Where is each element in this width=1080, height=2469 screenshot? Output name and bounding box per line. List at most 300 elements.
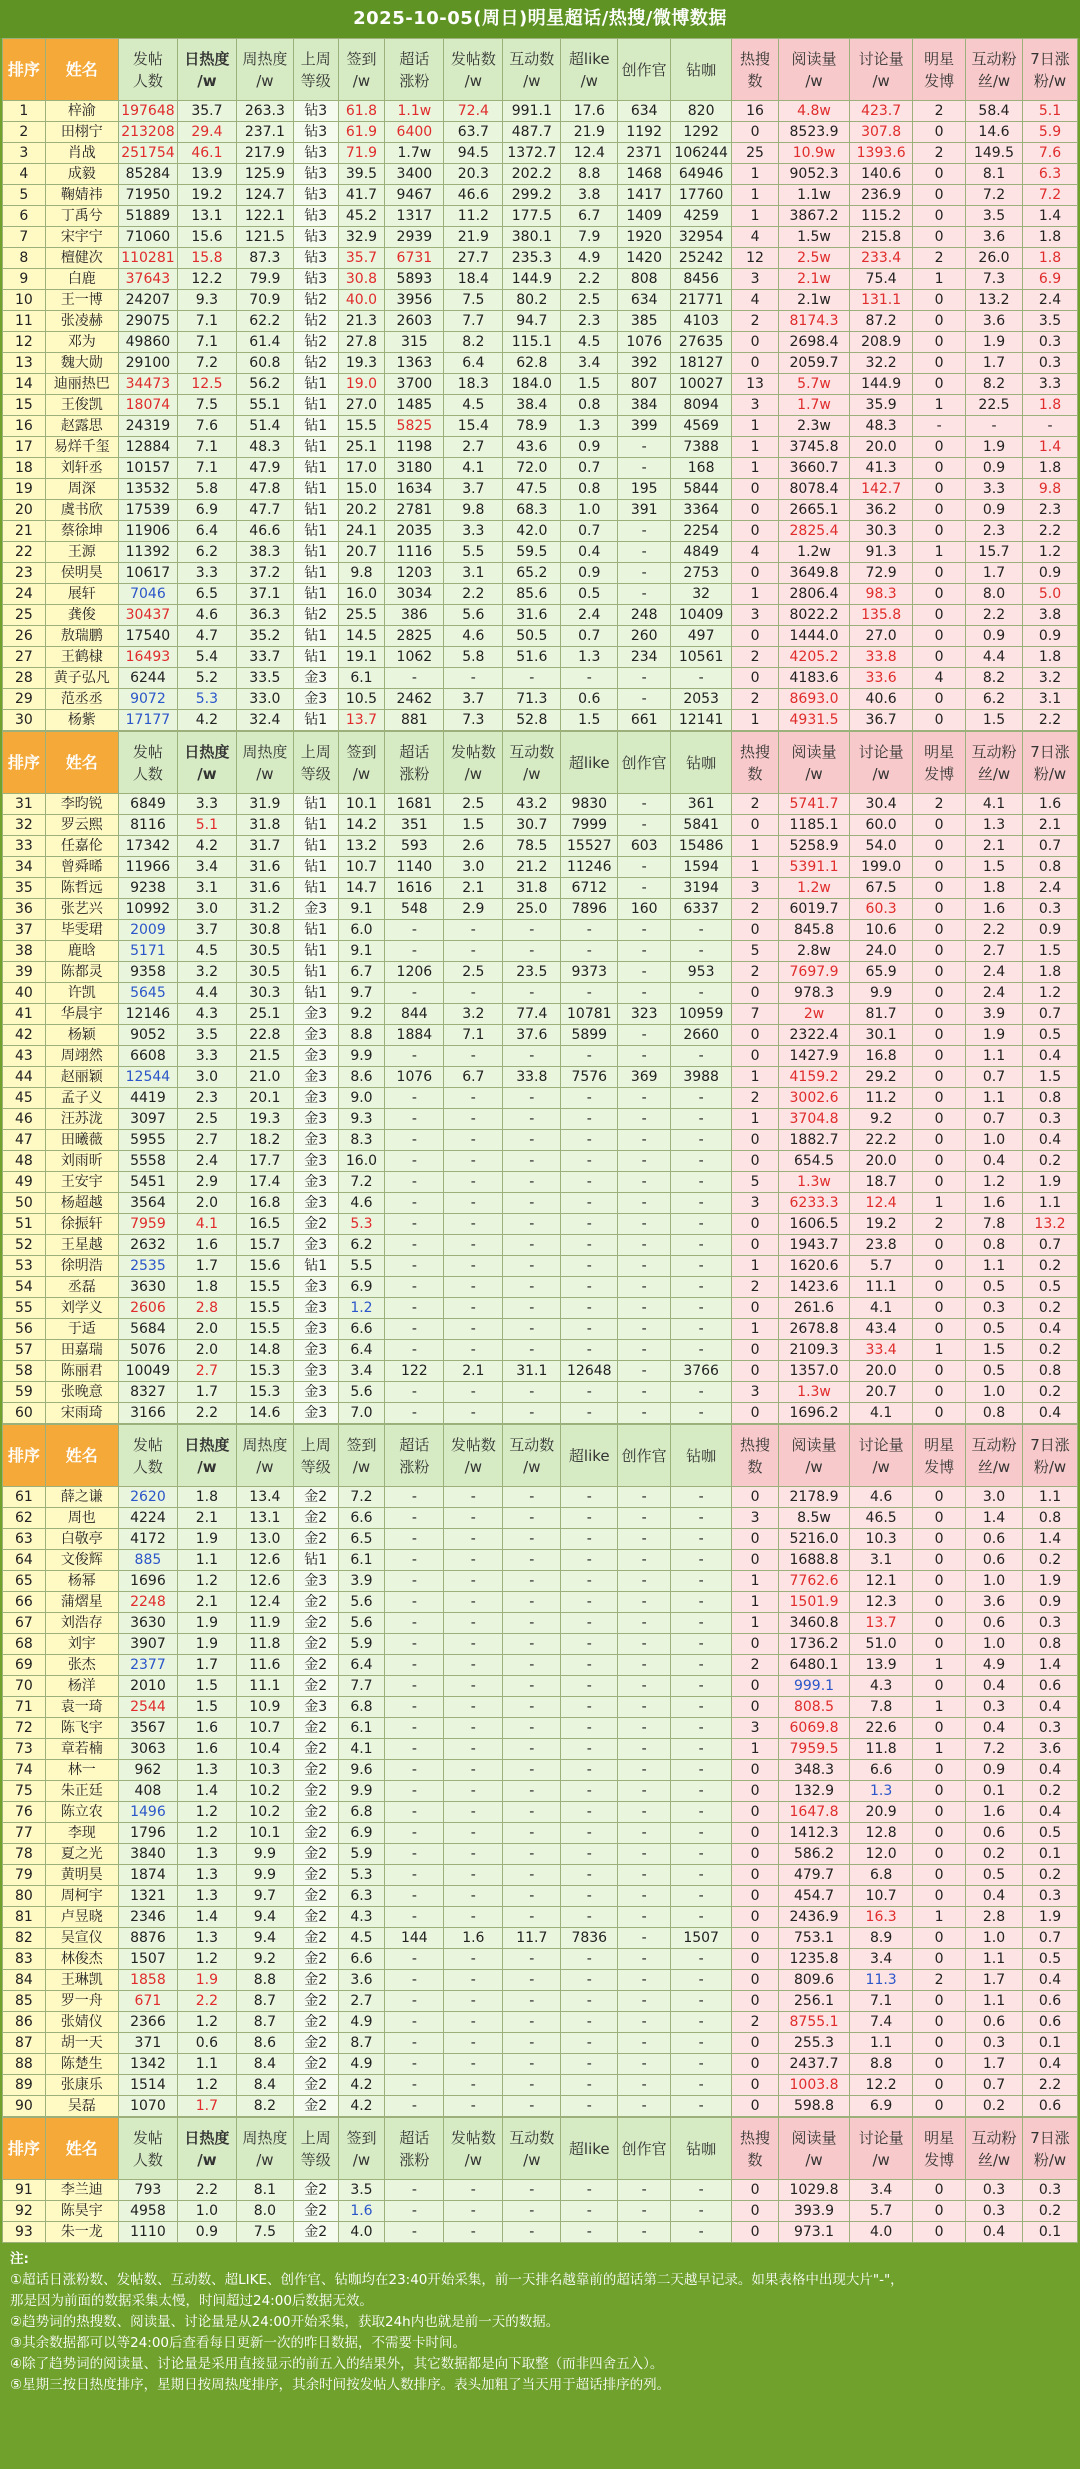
- cell-post-count: 8.2: [444, 332, 503, 353]
- cell-last-week-level: 金3: [293, 899, 338, 920]
- cell-hot-search-count: 1: [732, 437, 779, 458]
- table-row: [3, 1718, 1078, 1739]
- cell-interaction-count: 50.5: [503, 626, 561, 647]
- cell-post-count: 21.9: [444, 227, 503, 248]
- cell-daily-heat: 0.9: [177, 2222, 236, 2243]
- header-poster-count: 发帖 人数: [118, 1425, 177, 1487]
- cell-daily-heat: 1.7: [177, 1655, 236, 1676]
- cell-star-posts: 0: [913, 1592, 966, 1613]
- cell-seven-day-fans: 0.1: [1022, 2033, 1077, 2054]
- cell-seven-day-fans: 1.4: [1022, 1529, 1077, 1550]
- cell-weekly-heat: 10.2: [236, 1802, 293, 1823]
- cell-read-count: 2059.7: [778, 353, 849, 374]
- cell-weekly-heat: 48.3: [236, 437, 293, 458]
- cell-rank: 36: [3, 899, 46, 920]
- cell-checkin: 6.4: [338, 1340, 385, 1361]
- cell-weekly-heat: 11.1: [236, 1676, 293, 1697]
- cell-star-posts: 0: [913, 1529, 966, 1550]
- header-checkin: 签到 /w: [338, 39, 385, 101]
- cell-seven-day-fans: 0.6: [1022, 2012, 1077, 2033]
- cell-last-week-level: 金2: [293, 2096, 338, 2117]
- cell-star-posts: 0: [913, 206, 966, 227]
- cell-daily-heat: 1.6: [177, 1718, 236, 1739]
- cell-interactive-fans: 1.6: [966, 1193, 1023, 1214]
- table-row: [3, 206, 1078, 227]
- cell-hot-search-count: 3: [732, 878, 779, 899]
- table-row: [3, 689, 1078, 710]
- cell-checkin: 4.2: [338, 2075, 385, 2096]
- header-diamond: 钻咖: [671, 732, 732, 794]
- cell-creator: -: [618, 2054, 671, 2075]
- cell-read-count: 6233.3: [778, 1193, 849, 1214]
- cell-last-week-level: 金3: [293, 1109, 338, 1130]
- cell-interactive-fans: 0.7: [966, 2075, 1023, 2096]
- cell-checkin: 13.7: [338, 710, 385, 731]
- cell-weekly-heat: 55.1: [236, 395, 293, 416]
- cell-star-posts: 0: [913, 563, 966, 584]
- cell-poster-count: 3630: [118, 1613, 177, 1634]
- cell-last-week-level: 金2: [293, 1823, 338, 1844]
- cell-interaction-count: -: [503, 1781, 561, 1802]
- cell-super-topic-new-fans: -: [385, 2054, 444, 2075]
- cell-poster-count: 2620: [118, 1487, 177, 1508]
- table-row: [3, 164, 1078, 185]
- cell-name: 赵露思: [45, 416, 118, 437]
- cell-poster-count: 110281: [118, 248, 177, 269]
- header-interaction-count: 互动数 /w: [503, 2118, 561, 2180]
- note-line: 那是因为前面的数据采集太慢，时间超过24:00后数据无效。: [10, 2293, 373, 2309]
- cell-creator: -: [618, 1907, 671, 1928]
- cell-diamond: 3364: [671, 500, 732, 521]
- cell-checkin: 2.7: [338, 1991, 385, 2012]
- cell-interactive-fans: 0.4: [966, 1676, 1023, 1697]
- cell-rank: 16: [3, 416, 46, 437]
- header-daily-heat: 日热度 /w: [177, 39, 236, 101]
- cell-rank: 89: [3, 2075, 46, 2096]
- cell-hot-search-count: 0: [732, 1991, 779, 2012]
- cell-last-week-level: 金2: [293, 2180, 338, 2201]
- cell-creator: -: [618, 878, 671, 899]
- cell-star-posts: 0: [913, 1781, 966, 1802]
- cell-interaction-count: -: [503, 1613, 561, 1634]
- cell-poster-count: 10049: [118, 1361, 177, 1382]
- cell-rank: 12: [3, 332, 46, 353]
- cell-rank: 65: [3, 1571, 46, 1592]
- cell-seven-day-fans: 5.1: [1022, 101, 1077, 122]
- cell-super-like: -: [561, 1151, 618, 1172]
- cell-super-like: -: [561, 920, 618, 941]
- cell-discussion-count: 40.6: [850, 689, 913, 710]
- cell-read-count: 2665.1: [778, 500, 849, 521]
- cell-hot-search-count: 0: [732, 1634, 779, 1655]
- cell-daily-heat: 12.2: [177, 269, 236, 290]
- cell-super-topic-new-fans: -: [385, 1634, 444, 1655]
- table-row: [3, 1004, 1078, 1025]
- cell-read-count: 2698.4: [778, 332, 849, 353]
- cell-interaction-count: -: [503, 1235, 561, 1256]
- cell-rank: 41: [3, 1004, 46, 1025]
- cell-post-count: -: [444, 1340, 503, 1361]
- cell-diamond: 4259: [671, 206, 732, 227]
- cell-post-count: -: [444, 1298, 503, 1319]
- cell-checkin: 15.5: [338, 416, 385, 437]
- table-row: [3, 1655, 1078, 1676]
- cell-hot-search-count: 0: [732, 1886, 779, 1907]
- cell-interaction-count: -: [503, 1970, 561, 1991]
- cell-poster-count: 3097: [118, 1109, 177, 1130]
- cell-last-week-level: 钻1: [293, 458, 338, 479]
- cell-checkin: 5.6: [338, 1382, 385, 1403]
- cell-diamond: 2660: [671, 1025, 732, 1046]
- cell-last-week-level: 钻1: [293, 542, 338, 563]
- cell-weekly-heat: 13.4: [236, 1487, 293, 1508]
- table-row: [3, 815, 1078, 836]
- cell-post-count: 7.7: [444, 311, 503, 332]
- cell-daily-heat: 1.3: [177, 1865, 236, 1886]
- cell-checkin: 7.2: [338, 1172, 385, 1193]
- cell-interactive-fans: 2.4: [966, 983, 1023, 1004]
- cell-poster-count: 371: [118, 2033, 177, 2054]
- cell-daily-heat: 7.6: [177, 416, 236, 437]
- cell-hot-search-count: 1: [732, 584, 779, 605]
- cell-rank: 31: [3, 794, 46, 815]
- cell-diamond: -: [671, 1487, 732, 1508]
- cell-rank: 84: [3, 1970, 46, 1991]
- cell-seven-day-fans: 3.5: [1022, 311, 1077, 332]
- cell-poster-count: 5558: [118, 1151, 177, 1172]
- cell-super-like: 4.5: [561, 332, 618, 353]
- header-star-posts: 明星 发博: [913, 39, 966, 101]
- cell-checkin: 4.0: [338, 2222, 385, 2243]
- cell-seven-day-fans: 0.8: [1022, 1088, 1077, 1109]
- cell-poster-count: 1858: [118, 1970, 177, 1991]
- cell-read-count: 2.8w: [778, 941, 849, 962]
- cell-creator: 808: [618, 269, 671, 290]
- cell-hot-search-count: 0: [732, 353, 779, 374]
- cell-name: 刘轩丞: [45, 458, 118, 479]
- cell-interactive-fans: 0.2: [966, 1844, 1023, 1865]
- cell-post-count: 3.7: [444, 479, 503, 500]
- cell-weekly-heat: 32.4: [236, 710, 293, 731]
- cell-super-topic-new-fans: -: [385, 1529, 444, 1550]
- cell-interactive-fans: 1.0: [966, 1130, 1023, 1151]
- cell-checkin: 4.2: [338, 2096, 385, 2117]
- cell-seven-day-fans: 0.9: [1022, 920, 1077, 941]
- cell-star-posts: 0: [913, 164, 966, 185]
- header-checkin: 签到 /w: [338, 1425, 385, 1487]
- cell-checkin: 10.5: [338, 689, 385, 710]
- cell-read-count: 1.2w: [778, 878, 849, 899]
- cell-super-like: -: [561, 2075, 618, 2096]
- cell-daily-heat: 6.4: [177, 521, 236, 542]
- cell-super-topic-new-fans: 1.7w: [385, 143, 444, 164]
- cell-poster-count: 3567: [118, 1718, 177, 1739]
- cell-post-count: -: [444, 1130, 503, 1151]
- cell-star-posts: 2: [913, 1970, 966, 1991]
- cell-rank: 32: [3, 815, 46, 836]
- cell-interactive-fans: 0.3: [966, 2180, 1023, 2201]
- cell-last-week-level: 钻2: [293, 311, 338, 332]
- cell-checkin: 7.7: [338, 1676, 385, 1697]
- cell-daily-heat: 2.2: [177, 1403, 236, 1424]
- cell-checkin: 30.8: [338, 269, 385, 290]
- cell-super-topic-new-fans: -: [385, 2033, 444, 2054]
- cell-post-count: -: [444, 1214, 503, 1235]
- cell-daily-heat: 3.1: [177, 878, 236, 899]
- cell-hot-search-count: 0: [732, 983, 779, 1004]
- cell-interaction-count: -: [503, 2012, 561, 2033]
- cell-weekly-heat: 70.9: [236, 290, 293, 311]
- cell-hot-search-count: 1: [732, 1739, 779, 1760]
- cell-diamond: -: [671, 2222, 732, 2243]
- cell-interactive-fans: 6.2: [966, 689, 1023, 710]
- cell-interaction-count: -: [503, 1319, 561, 1340]
- table-row: [3, 1970, 1078, 1991]
- cell-weekly-heat: 15.7: [236, 1235, 293, 1256]
- cell-weekly-heat: 19.3: [236, 1109, 293, 1130]
- cell-name: 蔡徐坤: [45, 521, 118, 542]
- cell-checkin: 8.3: [338, 1130, 385, 1151]
- cell-interactive-fans: 14.6: [966, 122, 1023, 143]
- cell-checkin: 6.4: [338, 1655, 385, 1676]
- cell-last-week-level: 钻1: [293, 479, 338, 500]
- table-row: [3, 1214, 1078, 1235]
- cell-daily-heat: 2.7: [177, 1130, 236, 1151]
- cell-super-like: -: [561, 1340, 618, 1361]
- cell-weekly-heat: 12.6: [236, 1571, 293, 1592]
- cell-super-like: 3.8: [561, 185, 618, 206]
- cell-name: 宋宇宁: [45, 227, 118, 248]
- cell-read-count: 9052.3: [778, 164, 849, 185]
- cell-poster-count: 3907: [118, 1634, 177, 1655]
- cell-poster-count: 2544: [118, 1697, 177, 1718]
- cell-rank: 7: [3, 227, 46, 248]
- table-row: [3, 2075, 1078, 2096]
- cell-poster-count: 2346: [118, 1907, 177, 1928]
- cell-seven-day-fans: 0.8: [1022, 1508, 1077, 1529]
- cell-discussion-count: 11.3: [850, 1970, 913, 1991]
- header-last-week-level: 上周 等级: [293, 732, 338, 794]
- cell-name: 丞磊: [45, 1277, 118, 1298]
- cell-daily-heat: 2.8: [177, 1298, 236, 1319]
- cell-read-count: 7697.9: [778, 962, 849, 983]
- cell-creator: -: [618, 1613, 671, 1634]
- cell-read-count: 3660.7: [778, 458, 849, 479]
- cell-rank: 72: [3, 1718, 46, 1739]
- table-row: [3, 542, 1078, 563]
- cell-creator: 1920: [618, 227, 671, 248]
- cell-super-like: -: [561, 1949, 618, 1970]
- cell-interactive-fans: 26.0: [966, 248, 1023, 269]
- cell-weekly-heat: 30.8: [236, 920, 293, 941]
- cell-read-count: 1357.0: [778, 1361, 849, 1382]
- cell-discussion-count: 6.8: [850, 1865, 913, 1886]
- cell-interactive-fans: 3.0: [966, 1487, 1023, 1508]
- header-weekly-heat: 周热度 /w: [236, 732, 293, 794]
- cell-daily-heat: 1.6: [177, 1235, 236, 1256]
- cell-post-count: -: [444, 1151, 503, 1172]
- cell-diamond: 5844: [671, 479, 732, 500]
- cell-daily-heat: 3.3: [177, 794, 236, 815]
- cell-post-count: 5.8: [444, 647, 503, 668]
- cell-checkin: 3.4: [338, 1361, 385, 1382]
- cell-discussion-count: 3.1: [850, 1550, 913, 1571]
- cell-post-count: -: [444, 1193, 503, 1214]
- cell-poster-count: 3564: [118, 1193, 177, 1214]
- cell-interaction-count: -: [503, 2096, 561, 2117]
- cell-star-posts: 0: [913, 479, 966, 500]
- cell-interactive-fans: 4.4: [966, 647, 1023, 668]
- cell-discussion-count: 135.8: [850, 605, 913, 626]
- table-row: [3, 920, 1078, 941]
- cell-discussion-count: 5.7: [850, 1256, 913, 1277]
- header-interaction-count: 互动数 /w: [503, 732, 561, 794]
- cell-super-topic-new-fans: -: [385, 2012, 444, 2033]
- cell-checkin: 25.1: [338, 437, 385, 458]
- cell-star-posts: 0: [913, 1109, 966, 1130]
- cell-super-like: -: [561, 1886, 618, 1907]
- cell-interactive-fans: 1.0: [966, 1634, 1023, 1655]
- cell-checkin: 6.1: [338, 1718, 385, 1739]
- cell-poster-count: 49860: [118, 332, 177, 353]
- cell-super-like: 7999: [561, 815, 618, 836]
- cell-interactive-fans: 1.1: [966, 1046, 1023, 1067]
- cell-checkin: 41.7: [338, 185, 385, 206]
- cell-weekly-heat: 8.4: [236, 2075, 293, 2096]
- cell-daily-heat: 4.4: [177, 983, 236, 1004]
- cell-creator: 807: [618, 374, 671, 395]
- cell-super-topic-new-fans: 2603: [385, 311, 444, 332]
- cell-hot-search-count: 0: [732, 1697, 779, 1718]
- cell-interactive-fans: 1.1: [966, 1088, 1023, 1109]
- table-row: [3, 1886, 1078, 1907]
- cell-weekly-heat: 9.7: [236, 1886, 293, 1907]
- cell-interaction-count: -: [503, 1130, 561, 1151]
- cell-weekly-heat: 124.7: [236, 185, 293, 206]
- cell-name: 林一: [45, 1760, 118, 1781]
- cell-name: 陈飞宇: [45, 1718, 118, 1739]
- cell-post-count: -: [444, 2033, 503, 2054]
- cell-daily-heat: 5.4: [177, 647, 236, 668]
- cell-weekly-heat: 22.8: [236, 1025, 293, 1046]
- cell-seven-day-fans: 7.6: [1022, 143, 1077, 164]
- cell-poster-count: 1514: [118, 2075, 177, 2096]
- table-row: [3, 1529, 1078, 1550]
- cell-discussion-count: 4.1: [850, 1403, 913, 1424]
- cell-read-count: 1.7w: [778, 395, 849, 416]
- cell-super-topic-new-fans: -: [385, 1550, 444, 1571]
- header-hot-search-count: 热搜 数: [732, 39, 779, 101]
- cell-poster-count: 17540: [118, 626, 177, 647]
- cell-diamond: -: [671, 1277, 732, 1298]
- cell-diamond: -: [671, 1865, 732, 1886]
- cell-hot-search-count: 16: [732, 101, 779, 122]
- cell-weekly-heat: 37.2: [236, 563, 293, 584]
- cell-read-count: 1444.0: [778, 626, 849, 647]
- cell-weekly-heat: 8.6: [236, 2033, 293, 2054]
- header-super-topic-new-fans: 超话 涨粉: [385, 39, 444, 101]
- cell-read-count: 1412.3: [778, 1823, 849, 1844]
- cell-diamond: -: [671, 1823, 732, 1844]
- cell-interactive-fans: 1.5: [966, 710, 1023, 731]
- table-row: [3, 899, 1078, 920]
- cell-weekly-heat: 46.6: [236, 521, 293, 542]
- cell-interactive-fans: 22.5: [966, 395, 1023, 416]
- cell-daily-heat: 5.1: [177, 815, 236, 836]
- cell-read-count: 1.3w: [778, 1382, 849, 1403]
- cell-weekly-heat: 21.0: [236, 1067, 293, 1088]
- cell-diamond: -: [671, 1760, 732, 1781]
- cell-post-count: 2.7: [444, 437, 503, 458]
- cell-discussion-count: 65.9: [850, 962, 913, 983]
- cell-seven-day-fans: 1.5: [1022, 1067, 1077, 1088]
- cell-last-week-level: 钻1: [293, 1550, 338, 1571]
- cell-discussion-count: 11.2: [850, 1088, 913, 1109]
- cell-checkin: 6.0: [338, 920, 385, 941]
- header-super-topic-new-fans: 超话 涨粉: [385, 2118, 444, 2180]
- cell-super-topic-new-fans: -: [385, 1130, 444, 1151]
- header-super-topic-new-fans: 超话 涨粉: [385, 1425, 444, 1487]
- cell-star-posts: 0: [913, 815, 966, 836]
- cell-interactive-fans: 8.1: [966, 164, 1023, 185]
- cell-interaction-count: -: [503, 1256, 561, 1277]
- header-diamond: 钻咖: [671, 39, 732, 101]
- cell-poster-count: 5645: [118, 983, 177, 1004]
- cell-name: 田嘉瑞: [45, 1340, 118, 1361]
- cell-checkin: 8.8: [338, 1025, 385, 1046]
- cell-super-topic-new-fans: 2825: [385, 626, 444, 647]
- cell-seven-day-fans: 1.1: [1022, 1193, 1077, 1214]
- table-row: [3, 185, 1078, 206]
- cell-poster-count: 6608: [118, 1046, 177, 1067]
- cell-last-week-level: 钻1: [293, 374, 338, 395]
- cell-seven-day-fans: 0.4: [1022, 1130, 1077, 1151]
- cell-name: 易烊千玺: [45, 437, 118, 458]
- cell-interactive-fans: 1.0: [966, 1571, 1023, 1592]
- cell-daily-heat: 2.3: [177, 1088, 236, 1109]
- cell-poster-count: 8876: [118, 1928, 177, 1949]
- header-rank: 排序: [3, 2118, 46, 2180]
- cell-interactive-fans: 1.1: [966, 1949, 1023, 1970]
- cell-creator: 1417: [618, 185, 671, 206]
- cell-star-posts: 0: [913, 2075, 966, 2096]
- cell-last-week-level: 钻3: [293, 248, 338, 269]
- cell-checkin: 10.7: [338, 857, 385, 878]
- cell-interactive-fans: 2.4: [966, 962, 1023, 983]
- cell-rank: 4: [3, 164, 46, 185]
- cell-read-count: 1943.7: [778, 1235, 849, 1256]
- cell-weekly-heat: 15.3: [236, 1382, 293, 1403]
- cell-interactive-fans: 1.4: [966, 1508, 1023, 1529]
- note-line: ④除了趋势词的阅读量、讨论量是采用直接显示的前五入的结果外，其它数据都是向下取整（而非四舍五入）。: [10, 2356, 664, 2372]
- cell-post-count: -: [444, 2096, 503, 2117]
- cell-seven-day-fans: 0.2: [1022, 1340, 1077, 1361]
- cell-seven-day-fans: 0.3: [1022, 332, 1077, 353]
- cell-daily-heat: 1.9: [177, 1634, 236, 1655]
- cell-daily-heat: 1.4: [177, 1781, 236, 1802]
- cell-rank: 76: [3, 1802, 46, 1823]
- cell-name: 曾舜晞: [45, 857, 118, 878]
- cell-super-topic-new-fans: -: [385, 1151, 444, 1172]
- cell-interactive-fans: 0.4: [966, 1151, 1023, 1172]
- cell-interaction-count: 11.7: [503, 1928, 561, 1949]
- cell-daily-heat: 9.3: [177, 290, 236, 311]
- cell-read-count: 8022.2: [778, 605, 849, 626]
- cell-star-posts: 0: [913, 1550, 966, 1571]
- cell-checkin: 5.6: [338, 1592, 385, 1613]
- cell-interaction-count: 62.8: [503, 353, 561, 374]
- cell-super-like: 7836: [561, 1928, 618, 1949]
